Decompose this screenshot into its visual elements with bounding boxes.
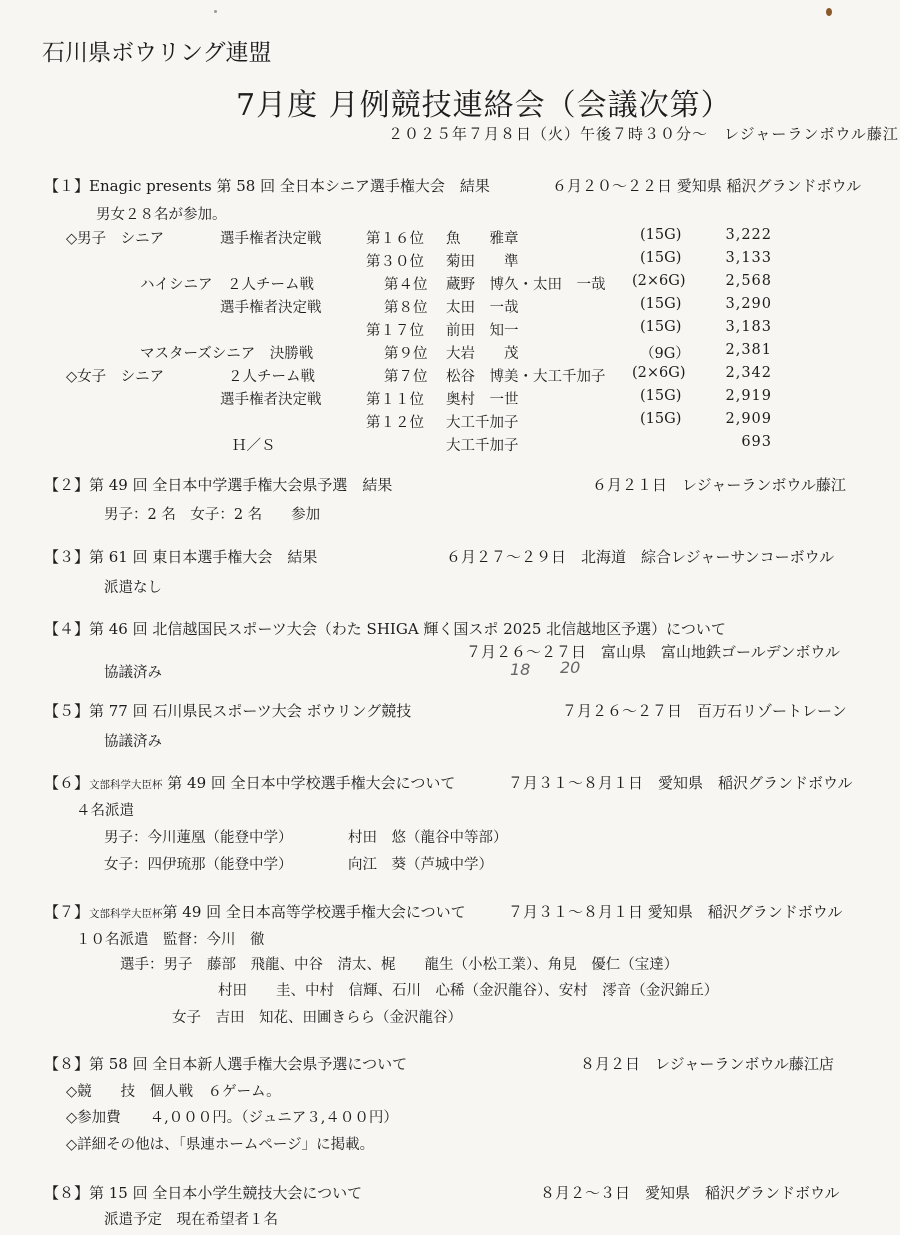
games: (2×6G) xyxy=(632,365,686,381)
player-name: 大岩 茂 xyxy=(446,346,519,362)
award-label: 文部科学大臣杯 xyxy=(89,779,163,791)
handwritten-note: 18 xyxy=(510,660,531,679)
section-3-note: 派遣なし xyxy=(104,580,162,596)
rank: 第３０位 xyxy=(366,254,424,270)
document-title: 7月度 月例競技連絡会（会議次第） xyxy=(236,88,732,123)
player-name: 太田 一哉 xyxy=(446,300,519,316)
section-5-schedule: ７月２６～２７日 百万石リゾートレーン xyxy=(562,702,847,720)
table-row xyxy=(0,250,900,272)
section-6-player: 向江 葵（芦城中学） xyxy=(348,857,493,873)
section-8-schedule: ８月２日 レジャーランボウル藤江店 xyxy=(580,1055,834,1073)
section-5-note: 協議済み xyxy=(104,734,162,750)
section-4-heading: 【４】第 46 回 北信越国民スポーツ大会（わた SHIGA 輝く国スポ 2025 北信越地区予選）について xyxy=(44,620,726,638)
award-label: 文部科学大臣杯 xyxy=(89,908,163,920)
rank: 第１１位 xyxy=(366,392,424,408)
section-title: 第 49 回 全日本高等学校選手権大会について xyxy=(162,903,466,921)
section-7-schedule: ７月３１～８月１日 愛知県 稲沢グランドボウル xyxy=(508,903,843,921)
section-1-note: 男女２８名が参加。 xyxy=(96,207,227,223)
score: 3,222 xyxy=(725,227,772,243)
section-1-schedule: ６月２０～２２日 愛知県 稲沢グランドボウル xyxy=(552,177,862,195)
section-4-schedule: ７月２６～２７日 富山県 富山地鉄ゴールデンボウル xyxy=(466,643,840,661)
player-name: 前田 知一 xyxy=(446,323,519,339)
section-7-players: 選手：男子 藤部 飛龍、中谷 清太、梶 龍生（小松工業）、角見 優仁（宝達） xyxy=(120,957,679,973)
score: 3,133 xyxy=(725,250,772,266)
event: マスターズシニア 決勝戦 xyxy=(140,346,314,362)
section-6-heading xyxy=(44,772,455,793)
category: ◇女子 シニア xyxy=(66,369,165,385)
rank: 第１７位 xyxy=(366,323,424,339)
section-8-heading: 【８】第 58 回 全日本新人選手権大会県予選について xyxy=(44,1055,408,1073)
event: 選手権者決定戦 xyxy=(220,231,322,247)
meeting-datetime-venue: ２０２５年７月８日（火）午後７時３０分～ レジャーランボウル藤江 xyxy=(388,125,899,143)
games: (2×6G) xyxy=(632,273,686,289)
rank: 第９位 xyxy=(384,346,428,362)
section-6-schedule: ７月３１～８月１日 愛知県 稲沢グランドボウル xyxy=(508,774,853,792)
paper-speck xyxy=(214,10,217,13)
section-title: 第 49 回 全日本中学校選手権大会について xyxy=(162,774,456,792)
section-9-heading: 【８】第 15 回 全日本小学生競技大会について xyxy=(44,1184,363,1202)
player-name: 大工千加子 xyxy=(446,438,519,454)
section-number: 【７】 xyxy=(44,903,90,921)
games: (15G) xyxy=(640,296,682,312)
section-7-heading xyxy=(44,901,466,922)
table-row xyxy=(0,434,900,456)
section-9-schedule: ８月２～３日 愛知県 稲沢グランドボウル xyxy=(540,1184,840,1202)
section-6-player: 女子：四伊琉那（能登中学） xyxy=(104,857,293,873)
table-row xyxy=(0,411,900,433)
player-name: 蔵野 博久・太田 一哉 xyxy=(446,277,606,293)
games: （9G） xyxy=(640,346,690,362)
rank: 第１２位 xyxy=(366,415,424,431)
section-2-schedule: ６月２１日 レジャーランボウル藤江 xyxy=(592,476,846,494)
player-name: 松谷 博美・大工千加子 xyxy=(446,369,606,385)
section-2-note: 男子：2 名 女子：2 名 参加 xyxy=(104,507,321,523)
score: 2,568 xyxy=(725,273,772,289)
table-row xyxy=(0,273,900,295)
section-2-heading: 【２】第 49 回 全日本中学選手権大会県予選 結果 xyxy=(44,476,393,494)
event: ハイシニア ２人チーム戦 xyxy=(140,277,314,293)
section-8-detail: ◇詳細その他は、「県連ホームページ」に掲載。 xyxy=(66,1137,375,1153)
event: 選手権者決定戦 xyxy=(220,392,322,408)
section-5-heading: 【５】第 77 回 石川県民スポーツ大会 ボウリング競技 xyxy=(44,702,412,720)
table-row xyxy=(0,342,900,364)
category: ◇男子 シニア xyxy=(66,231,165,247)
score: 3,183 xyxy=(725,319,772,335)
score: 693 xyxy=(741,434,772,450)
player-name: 菊田 準 xyxy=(446,254,519,270)
games: (15G) xyxy=(640,411,682,427)
games: (15G) xyxy=(640,319,682,335)
handwritten-note: 20 xyxy=(560,658,581,677)
rank: 第８位 xyxy=(384,300,428,316)
table-row xyxy=(0,296,900,318)
section-6-player: 村田 悠（龍谷中等部） xyxy=(348,830,508,846)
section-9-note: 派遣予定 現在希望者１名 xyxy=(104,1212,278,1228)
event: ２人チーム戦 xyxy=(228,369,315,385)
player-name: 奥村 一世 xyxy=(446,392,519,408)
score: 2,919 xyxy=(725,388,772,404)
section-3-heading: 【３】第 61 回 東日本選手権大会 結果 xyxy=(44,548,318,566)
games: (15G) xyxy=(640,250,682,266)
rank: 第１６位 xyxy=(366,231,424,247)
score: 2,342 xyxy=(725,365,772,381)
table-row xyxy=(0,388,900,410)
event: Ｈ／Ｓ xyxy=(232,438,276,454)
table-row xyxy=(0,365,900,387)
score: 2,381 xyxy=(725,342,772,358)
section-8-detail: ◇参加費 ４,０００円。（ジュニア３,４００円） xyxy=(66,1110,398,1126)
paper-speck xyxy=(826,8,832,16)
section-1-heading: 【１】Enagic presents 第 58 回 全日本シニア選手権大会 結果 xyxy=(44,177,490,195)
rank: 第７位 xyxy=(384,369,428,385)
event: 選手権者決定戦 xyxy=(220,300,322,316)
section-6-player: 男子：今川蓮凰（能登中学） xyxy=(104,830,293,846)
section-7-players: 村田 圭、中村 信輝、石川 心稀（金沢龍谷）、安村 澪音（金沢錦丘） xyxy=(218,983,719,999)
score: 2,909 xyxy=(725,411,772,427)
section-3-schedule: ６月２７～２９日 北海道 綜合レジャーサンコーボウル xyxy=(446,548,835,566)
games: (15G) xyxy=(640,227,682,243)
rank: 第４位 xyxy=(384,277,428,293)
score: 3,290 xyxy=(725,296,772,312)
table-row xyxy=(0,227,900,249)
section-7-note: １０名派遣 監督：今川 徹 xyxy=(76,932,265,948)
section-8-detail: ◇競 技 個人戦 ６ゲーム。 xyxy=(66,1084,281,1100)
player-name: 大工千加子 xyxy=(446,415,519,431)
table-row xyxy=(0,319,900,341)
organization-name: 石川県ボウリング連盟 xyxy=(42,40,272,66)
section-number: 【６】 xyxy=(44,774,90,792)
section-7-players: 女子 吉田 知花、田圃きらら（金沢龍谷） xyxy=(172,1010,462,1026)
section-4-note: 協議済み xyxy=(104,665,162,681)
games: (15G) xyxy=(640,388,682,404)
section-6-note: ４名派遣 xyxy=(76,803,134,819)
player-name: 魚 雅章 xyxy=(446,231,519,247)
